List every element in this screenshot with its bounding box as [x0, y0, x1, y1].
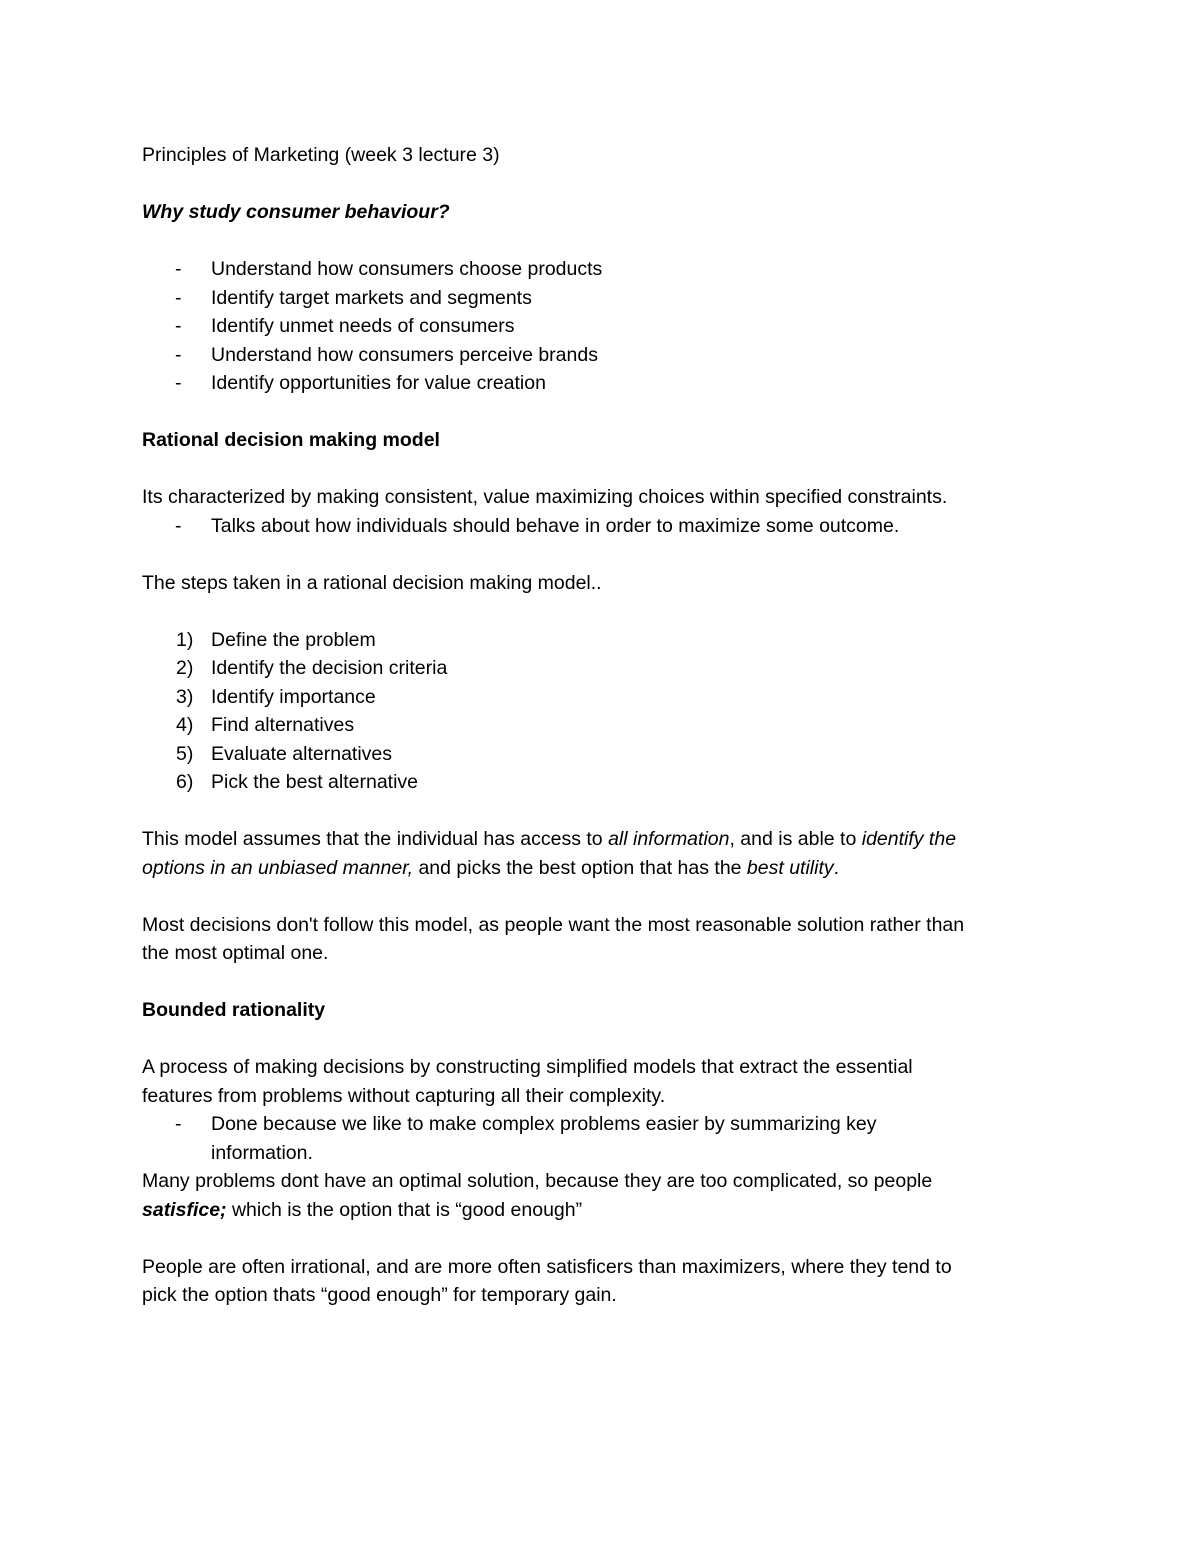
step-number: 1)	[176, 628, 194, 651]
paragraph-model-assumption	[142, 825, 1072, 882]
document-title: Principles of Marketing (week 3 lecture 3)	[142, 144, 500, 166]
paragraph-line	[142, 1196, 1072, 1225]
bullet-marker: -	[175, 286, 182, 309]
spacer	[142, 1224, 1072, 1253]
list-item	[142, 284, 1072, 313]
text-run: and picks the best option that has the	[413, 856, 747, 879]
list-item-text: Pick the best alternative	[211, 771, 419, 793]
step-number: 6)	[176, 771, 194, 793]
emphasis-best-utility: best utility	[746, 856, 834, 879]
list-item-text: Identify opportunities for value creation	[211, 372, 546, 394]
list-item	[142, 768, 1072, 797]
spacer	[142, 170, 1072, 199]
paragraph-line	[142, 825, 1072, 854]
list-item-text: Done because we like to make complex problems easier by summarizing key	[211, 1113, 877, 1135]
emphasis-unbiased-manner: options in an unbiased manner,	[142, 856, 414, 879]
list-item-text: Identify the decision criteria	[211, 657, 448, 679]
section-heading-bounded-rationality: Bounded rationality	[142, 999, 326, 1021]
paragraph-rational-intro: Its characterized by making consistent, value maximizing choices within specified constraints.	[142, 486, 948, 508]
list-item	[142, 255, 1072, 284]
paragraph-line: pick the option thats “good enough” for temporary gain.	[142, 1284, 617, 1306]
list-item-text: information.	[211, 1141, 313, 1164]
spacer	[142, 540, 1072, 569]
list-item	[142, 512, 1072, 541]
bullet-list-why-study	[142, 255, 1072, 398]
list-item-text: Evaluate alternatives	[211, 742, 393, 765]
paragraph-line: Many problems dont have an optimal solution, because they are too complicated, so people	[142, 1170, 933, 1192]
spacer	[142, 227, 1072, 256]
bullet-marker: -	[175, 258, 182, 280]
paragraph-line: features from problems without capturing all their complexity.	[142, 1084, 666, 1107]
paragraph-closing	[142, 1253, 1072, 1310]
list-item	[142, 341, 1072, 370]
bullet-marker: -	[175, 343, 182, 366]
emphasis-all-information: all information	[608, 828, 730, 850]
list-item	[142, 369, 1072, 398]
paragraph-bounded-definition	[142, 1053, 1072, 1110]
spacer	[142, 455, 1072, 484]
emphasis-identify-options: identify the	[861, 828, 957, 850]
list-item-text: Talks about how individuals should behave in order to maximize some outcome.	[211, 514, 900, 537]
paragraph-most-decisions	[142, 911, 1072, 968]
list-item-text: Understand how consumers perceive brands	[211, 343, 598, 366]
paragraph-line: the most optimal one.	[142, 942, 329, 964]
text-run: This model assumes that the individual has access to	[142, 828, 609, 850]
paragraph-line	[142, 854, 1072, 883]
list-item-text: Identify target markets and segments	[211, 286, 532, 309]
section-heading-why-study: Why study consumer behaviour?	[142, 201, 450, 223]
spacer	[142, 797, 1072, 826]
step-number: 4)	[176, 714, 194, 736]
paragraph-steps-intro: The steps taken in a rational decision making model..	[142, 571, 602, 594]
list-item	[142, 654, 1072, 683]
list-item-text: Identify importance	[211, 685, 376, 708]
spacer	[142, 398, 1072, 427]
spacer	[142, 1025, 1072, 1054]
list-item	[142, 1110, 1072, 1167]
spacer	[142, 968, 1072, 997]
list-item	[142, 626, 1072, 655]
paragraph-line: A process of making decisions by constructing simplified models that extract the essential	[142, 1056, 913, 1078]
list-item-text: Find alternatives	[211, 714, 355, 736]
spacer	[142, 597, 1072, 626]
spacer	[142, 882, 1072, 911]
list-item	[142, 683, 1072, 712]
bullet-marker: -	[175, 1113, 182, 1135]
bullet-marker: -	[175, 514, 182, 537]
term-satisfice: satisfice;	[142, 1198, 227, 1221]
paragraph-line: Most decisions don't follow this model, as people want the most reasonable solution rather than	[142, 913, 965, 936]
list-item-text: Define the problem	[211, 628, 376, 651]
list-item	[142, 711, 1072, 740]
section-heading-rational-model: Rational decision making model	[142, 429, 440, 451]
list-item-text: Identify unmet needs of consumers	[211, 315, 515, 337]
list-item	[142, 312, 1072, 341]
text-run: .	[833, 856, 840, 879]
text-run: , and is able to	[729, 828, 862, 850]
step-number: 2)	[176, 657, 194, 679]
list-item-text: Understand how consumers choose products	[211, 258, 603, 280]
bullet-marker: -	[175, 315, 182, 337]
text-run: which is the option that is “good enough”	[226, 1198, 583, 1221]
document-page	[142, 141, 1072, 1310]
paragraph-satisfice	[142, 1167, 1072, 1224]
step-number: 3)	[176, 685, 194, 708]
list-item	[142, 740, 1072, 769]
step-number: 5)	[176, 742, 194, 765]
bullet-marker: -	[175, 372, 182, 394]
numbered-list-steps	[142, 626, 1072, 797]
paragraph-line: People are often irrational, and are more often satisficers than maximizers, where they tend to	[142, 1255, 952, 1278]
